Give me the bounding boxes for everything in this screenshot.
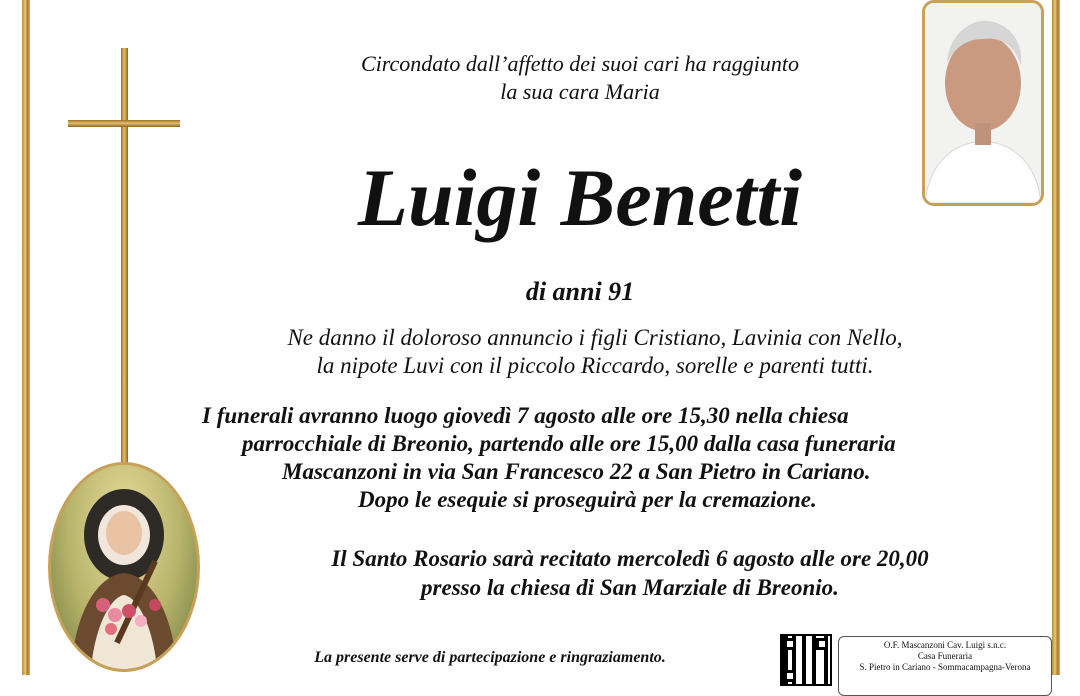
rose-6 <box>149 599 161 611</box>
funeral-home-type: Casa Funeraria <box>917 651 973 661</box>
cross-vertical-bar <box>121 48 128 468</box>
funeral-line-3: Mascanzoni in via San Francesco 22 a San Pietro in Cariano. <box>282 459 871 484</box>
neck <box>975 123 991 145</box>
funeral-details <box>180 402 1030 514</box>
rose-1 <box>96 598 110 612</box>
intro-line-1: Circondato dall’affetto dei suoi cari ha raggiunto <box>361 51 799 76</box>
intro-text <box>300 50 860 106</box>
portrait-illustration <box>925 3 1041 203</box>
saint-image <box>48 462 200 672</box>
deceased-age: di anni 91 <box>525 277 635 306</box>
announcement-line-2: la nipote Luvi con il piccolo Riccardo, sorelle e parenti tutti. <box>316 353 874 378</box>
qr-finder-top-left <box>784 638 796 650</box>
funeral-home-box <box>838 636 1052 696</box>
funeral-line-2: parrocchiale di Breonio, partendo alle ore 15,00 dalla casa funeraria <box>242 431 896 456</box>
qr-code[interactable] <box>780 634 832 686</box>
qr-finder-bottom-left <box>784 670 796 682</box>
rose-2 <box>108 608 122 622</box>
funeral-home-locations: S. Pietro in Cariano - Sommacampagna-Verona <box>859 662 1031 672</box>
rosary-line-2: presso la chiesa di San Marziale di Breonio. <box>421 575 839 600</box>
qr-finder-top-right <box>816 638 828 650</box>
announcement-text <box>200 324 990 380</box>
announcement-line-1: Ne danno il doloroso annuncio i figli Cristiano, Lavinia con Nello, <box>287 325 903 350</box>
rose-5 <box>105 623 117 635</box>
rose-3 <box>122 604 136 618</box>
funeral-home-name: O.F. Mascanzoni Cav. Luigi s.n.c. <box>883 640 1007 650</box>
saint-illustration <box>51 465 197 669</box>
rosary-line-1: Il Santo Rosario sarà recitato mercoledì 6 agosto alle ore 20,00 <box>331 546 929 571</box>
face <box>106 511 142 555</box>
funeral-line-1: I funerali avranno luogo giovedì 7 agosto alle ore 15,30 nella chiesa <box>202 403 849 428</box>
right-gold-frame <box>1052 0 1060 675</box>
funeral-line-4: Dopo le esequie si proseguirà per la cremazione. <box>358 487 817 512</box>
left-gold-frame <box>22 0 30 675</box>
deceased-name: Luigi Benetti <box>357 152 803 243</box>
rose-4 <box>135 615 147 627</box>
cross-horizontal-bar <box>68 120 180 127</box>
intro-line-2: la sua cara Maria <box>500 79 660 104</box>
participation-note: La presente serve di partecipazione e ringraziamento. <box>314 649 666 666</box>
rosary-details <box>240 544 1020 602</box>
deceased-photo <box>922 0 1044 206</box>
